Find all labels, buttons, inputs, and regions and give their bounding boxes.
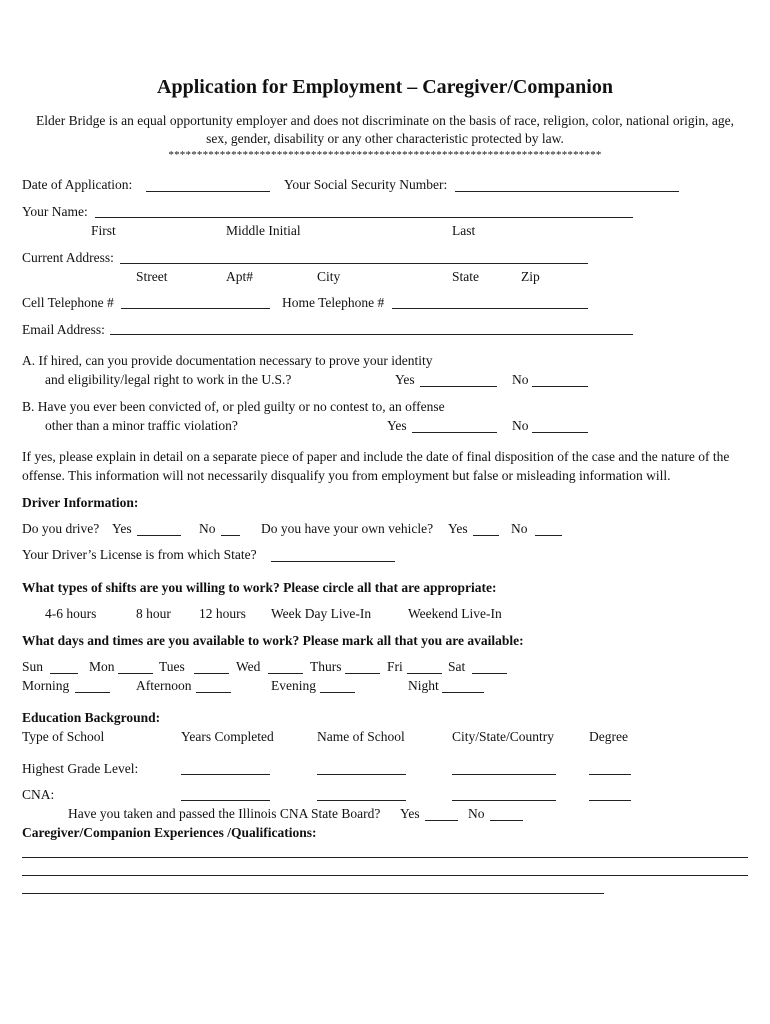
cell-phone-field[interactable] [121, 308, 270, 309]
cell-phone-label: Cell Telephone # [22, 295, 114, 310]
question-a-yes-label: Yes [395, 372, 415, 387]
cna-board-yes-label: Yes [400, 806, 420, 821]
license-state-question: Your Driver’s License is from which State? [22, 547, 257, 562]
time-morning-label: Morning [22, 678, 70, 693]
day-fri-label: Fri [387, 659, 403, 674]
highest-grade-location-field[interactable] [452, 774, 556, 775]
experience-field-line2[interactable] [22, 875, 748, 876]
question-b-line1: B. Have you ever been convicted of, or pled guilty or no contest to, an offense [22, 399, 445, 414]
explanation-line2: offense. This information will not necessarily disqualify you from employment but false or misleading information will. [22, 468, 671, 483]
experience-heading: Caregiver/Companion Experiences /Qualifications: [22, 825, 317, 840]
shift-option-4-6[interactable]: 4-6 hours [45, 606, 97, 621]
date-field[interactable] [146, 191, 270, 192]
cna-board-question: Have you taken and passed the Illinois CNA State Board? [68, 806, 381, 821]
day-wed-label: Wed [236, 659, 261, 674]
vehicle-no-field[interactable] [535, 535, 562, 536]
question-a-line1: A. If hired, can you provide documentation necessary to prove your identity [22, 353, 433, 368]
address-part-apt: Apt# [226, 269, 253, 284]
star-divider: **************************************************************************** [168, 149, 602, 161]
question-a-no-field[interactable] [532, 386, 588, 387]
day-tues-field[interactable] [194, 673, 229, 674]
vehicle-no-label: No [511, 521, 528, 536]
question-a-no-label: No [512, 372, 529, 387]
time-afternoon-label: Afternoon [136, 678, 192, 693]
time-night-field[interactable] [442, 692, 484, 693]
eeo-statement-line1: Elder Bridge is an equal opportunity employer and does not discriminate on the basis of race, religion, color, national origin, age, [36, 113, 734, 128]
page-title: Application for Employment – Caregiver/Companion [157, 76, 613, 98]
ssn-field[interactable] [455, 191, 679, 192]
address-part-state: State [452, 269, 479, 284]
shift-option-weekday-livein[interactable]: Week Day Live-In [271, 606, 372, 621]
day-fri-field[interactable] [407, 673, 442, 674]
vehicle-question: Do you have your own vehicle? [261, 521, 434, 536]
edu-col-location: City/State/Country [452, 729, 555, 744]
home-phone-label: Home Telephone # [282, 295, 385, 310]
email-label: Email Address: [22, 322, 105, 337]
drive-yes-label: Yes [112, 521, 132, 536]
question-b-no-field[interactable] [532, 432, 588, 433]
cna-board-yes-field[interactable] [425, 820, 458, 821]
drive-question: Do you drive? [22, 521, 100, 536]
question-a-line2: and eligibility/legal right to work in the U.S.? [45, 372, 292, 387]
day-wed-field[interactable] [268, 673, 303, 674]
time-evening-label: Evening [271, 678, 316, 693]
explanation-line1: If yes, please explain in detail on a separate piece of paper and include the date of final disposition of the case and the nature of the [22, 449, 730, 464]
edu-row-cna: CNA: [22, 787, 55, 802]
email-field[interactable] [110, 334, 633, 335]
name-part-last: Last [452, 223, 476, 238]
address-field[interactable] [120, 263, 588, 264]
question-b-line2: other than a minor traffic violation? [45, 418, 238, 433]
day-thurs-label: Thurs [310, 659, 342, 674]
eeo-statement-line2: sex, gender, disability or any other characteristic protected by law. [206, 131, 564, 146]
address-part-zip: Zip [521, 269, 540, 284]
highest-grade-school-field[interactable] [317, 774, 406, 775]
day-sun-field[interactable] [50, 673, 78, 674]
home-phone-field[interactable] [392, 308, 588, 309]
day-tues-label: Tues [159, 659, 185, 674]
drive-yes-field[interactable] [137, 535, 181, 536]
shift-option-weekend-livein[interactable]: Weekend Live-In [408, 606, 502, 621]
shift-option-12[interactable]: 12 hours [199, 606, 246, 621]
day-sun-label: Sun [22, 659, 44, 674]
time-morning-field[interactable] [75, 692, 110, 693]
name-part-middle: Middle Initial [226, 223, 301, 238]
edu-col-years: Years Completed [181, 729, 274, 744]
drive-no-label: No [199, 521, 216, 536]
name-label: Your Name: [22, 204, 88, 219]
day-sat-label: Sat [448, 659, 466, 674]
license-state-field[interactable] [271, 561, 395, 562]
day-sat-field[interactable] [472, 673, 507, 674]
address-label: Current Address: [22, 250, 114, 265]
day-thurs-field[interactable] [345, 673, 380, 674]
vehicle-yes-label: Yes [448, 521, 468, 536]
time-night-label: Night [408, 678, 439, 693]
time-evening-field[interactable] [320, 692, 355, 693]
ssn-label: Your Social Security Number: [284, 177, 448, 192]
cna-location-field[interactable] [452, 800, 556, 801]
cna-board-no-field[interactable] [490, 820, 523, 821]
name-part-first: First [91, 223, 116, 238]
question-b-yes-field[interactable] [412, 432, 497, 433]
shift-option-8[interactable]: 8 hour [136, 606, 171, 621]
cna-years-field[interactable] [181, 800, 270, 801]
vehicle-yes-field[interactable] [473, 535, 499, 536]
experience-field-line3[interactable] [22, 893, 604, 894]
availability-heading: What days and times are you available to work? Please mark all that you are available: [22, 633, 524, 648]
edu-col-degree: Degree [589, 729, 628, 744]
question-a-yes-field[interactable] [420, 386, 497, 387]
day-mon-field[interactable] [118, 673, 153, 674]
edu-row-highest-grade: Highest Grade Level: [22, 761, 139, 776]
edu-col-type: Type of School [22, 729, 105, 744]
experience-field-line1[interactable] [22, 857, 748, 858]
shifts-heading: What types of shifts are you willing to work? Please circle all that are appropriate: [22, 580, 497, 595]
highest-grade-degree-field[interactable] [589, 774, 631, 775]
drive-no-field[interactable] [221, 535, 240, 536]
education-heading: Education Background: [22, 710, 161, 725]
question-b-yes-label: Yes [387, 418, 407, 433]
address-part-street: Street [136, 269, 168, 284]
cna-degree-field[interactable] [589, 800, 631, 801]
address-part-city: City [317, 269, 341, 284]
driver-info-heading: Driver Information: [22, 495, 139, 510]
edu-col-school: Name of School [317, 729, 405, 744]
cna-school-field[interactable] [317, 800, 406, 801]
day-mon-label: Mon [89, 659, 115, 674]
name-field[interactable] [95, 217, 633, 218]
highest-grade-years-field[interactable] [181, 774, 270, 775]
date-label: Date of Application: [22, 177, 133, 192]
question-b-no-label: No [512, 418, 529, 433]
time-afternoon-field[interactable] [196, 692, 231, 693]
cna-board-no-label: No [468, 806, 485, 821]
